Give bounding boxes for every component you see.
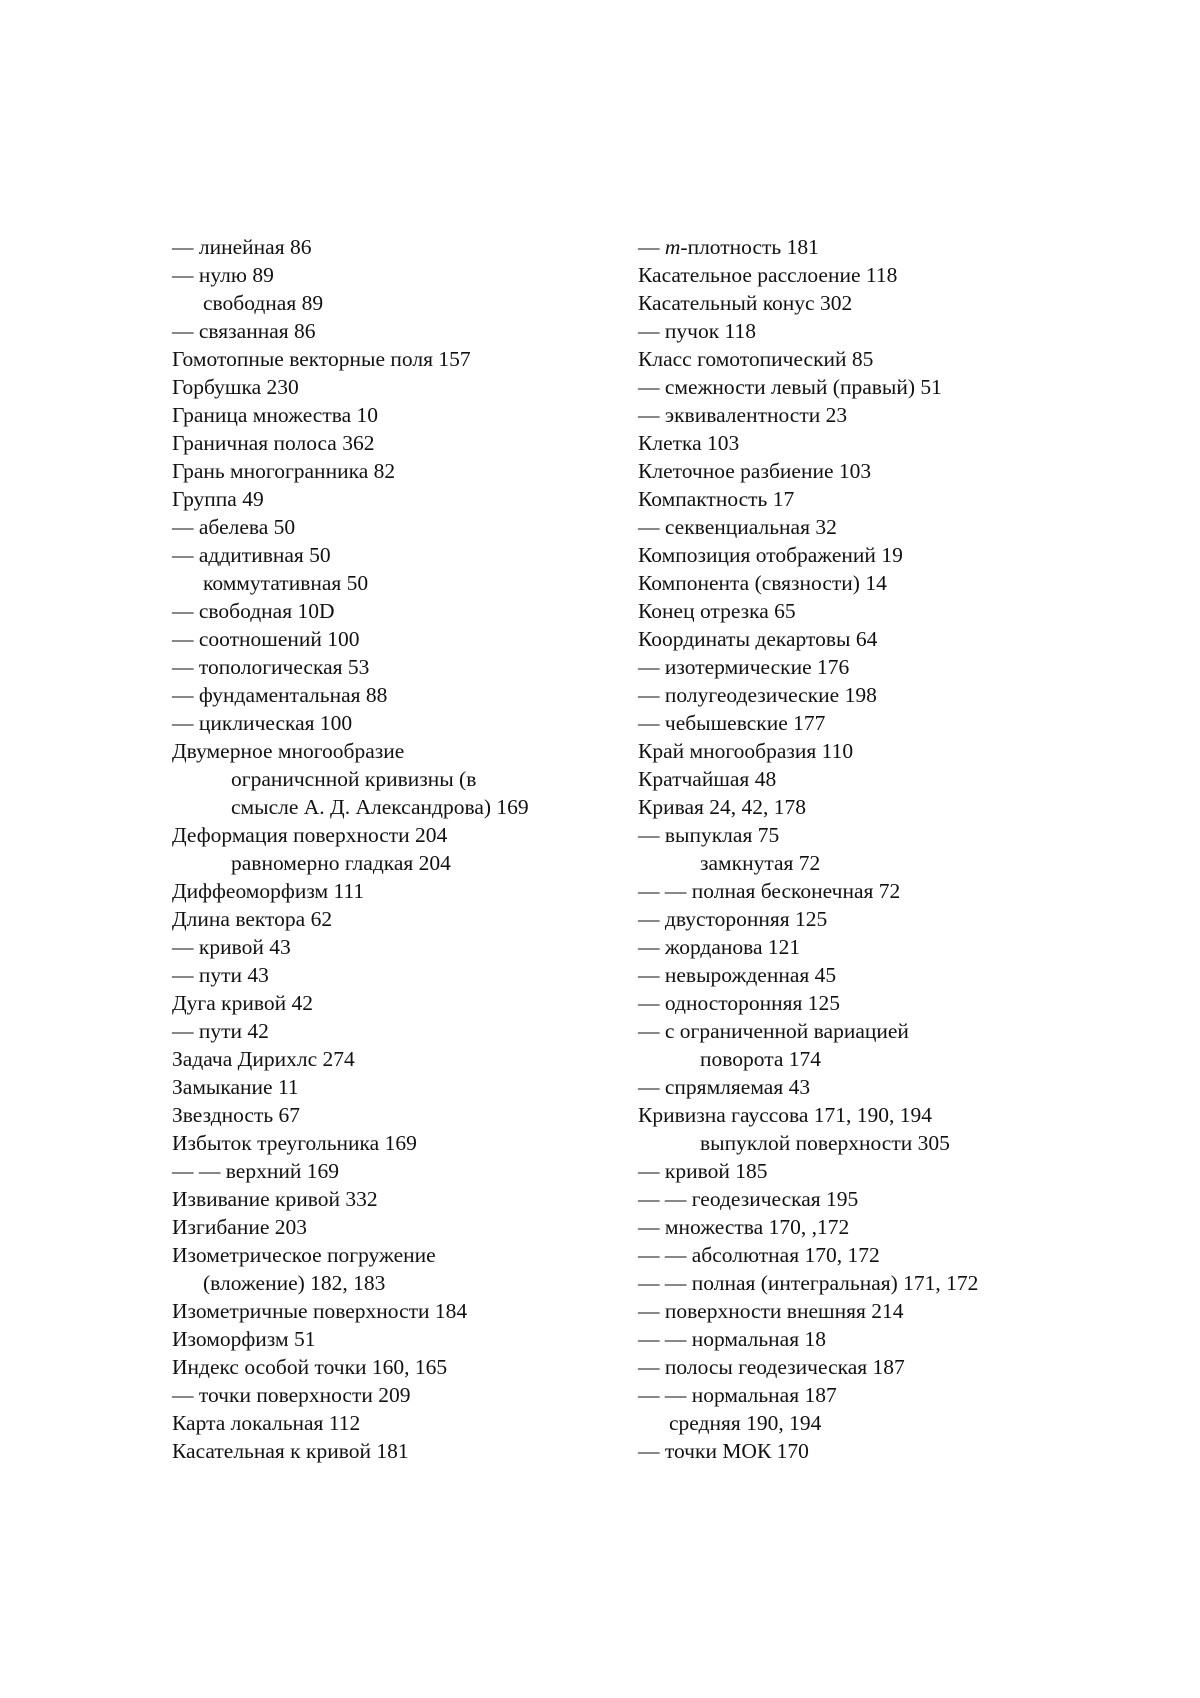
index-entry: Кратчайшая 48 [638,767,777,791]
index-entry: Двумерное многообразие [172,739,405,763]
index-entry: — чебышевские 177 [638,711,826,735]
index-entry: — эквивалентности 23 [638,403,848,427]
index-entry: — с ограниченной вариацией [638,1019,909,1043]
index-entry: — выпуклая 75 [638,823,780,847]
index-entry: — кривой 43 [172,935,291,959]
index-entry: — односторонняя 125 [638,991,841,1015]
index-entry: — изотермические 176 [638,655,850,679]
index-entry: Дуга кривой 42 [172,991,313,1015]
index-entry: Изометрическое погружение [172,1243,436,1267]
index-entry: Диффеоморфизм 111 [172,879,365,903]
index-entry: — циклическая 100 [172,711,353,735]
index-entry: Граница множества 10 [172,403,379,427]
index-entry: средняя 190, 194 [669,1411,822,1435]
index-entry: — пучок 118 [638,319,756,343]
index-column-left [172,233,612,1465]
index-entry: — точки поверхности 209 [172,1383,411,1407]
index-entry: — — геодезическая 195 [638,1187,859,1211]
index-entry: Карта локальная 112 [172,1411,361,1435]
index-entry: Длина вектора 62 [172,907,333,931]
index-entry: смысле А. Д. Александрова) 169 [231,795,529,819]
index-entry: Грань многогранника 82 [172,459,396,483]
index-entry: — — верхний 169 [172,1159,339,1183]
index-entry: Замыкание 11 [172,1075,299,1099]
index-entry: свободная 89 [203,291,324,315]
index-entry: Горбушка 230 [172,375,299,399]
index-entry: Касательная к кривой 181 [172,1439,409,1463]
index-entry: Группа 49 [172,487,264,511]
index-entry: — секвенциальная 32 [638,515,837,539]
index-entry: Извивание кривой 332 [172,1187,378,1211]
index-entry: — абелева 50 [172,515,296,539]
index-entry: Класс гомотопический 85 [638,347,874,371]
index-entry: Кривая 24, 42, 178 [638,795,807,819]
index-entry: Деформация поверхности 204 [172,823,448,847]
index-entry: ограничснной кривизны (в [231,767,477,791]
index-column-right [638,233,1088,1465]
index-entry: Изгибание 203 [172,1215,308,1239]
index-entry: коммутативная 50 [203,571,369,595]
index-entry: — смежности левый (правый) 51 [638,375,942,399]
index-entry: (вложение) 182, 183 [203,1271,386,1295]
index-entry: — — полная бесконечная 72 [638,879,901,903]
index-entry: Задача Дирихлс 274 [172,1047,355,1071]
index-entry: выпуклой поверхности 305 [700,1131,950,1155]
index-entry: — пути 42 [172,1019,269,1043]
index-entry: — невырожденная 45 [638,963,837,987]
index-entry: — множества 170, ,172 [638,1215,850,1239]
index-entry: Край многообразия 110 [638,739,854,763]
index-entry: — свободная 10D [172,599,335,623]
index-entry: — топологическая 53 [172,655,370,679]
index-entry: — m-плотность 181 [638,235,819,259]
index-entry: Изометричные поверхности 184 [172,1299,468,1323]
index-entry: поворота 174 [700,1047,822,1071]
index-entry: Компонента (связности) 14 [638,571,887,595]
index-entry: Индекс особой точки 160, 165 [172,1355,448,1379]
index-entry: Композиция отображений 19 [638,543,903,567]
index-entry: Гомотопные векторные поля 157 [172,347,471,371]
index-entry: — двусторонняя 125 [638,907,828,931]
index-entry: — соотношений 100 [172,627,360,651]
index-entry: — полосы геодезическая 187 [638,1355,905,1379]
index-entry: Звездность 67 [172,1103,301,1127]
index-entry: — нулю 89 [172,263,274,287]
index-entry: замкнутая 72 [700,851,821,875]
index-entry: Конец отрезка 65 [638,599,796,623]
index-entry: Координаты декартовы 64 [638,627,878,651]
index-entry: — — нормальная 187 [638,1383,837,1407]
index-entry: — пути 43 [172,963,269,987]
index-entry: Кривизна гауссова 171, 190, 194 [638,1103,933,1127]
index-entry: — кривой 185 [638,1159,768,1183]
index-entry: — точки МОК 170 [638,1439,809,1463]
index-entry: — жорданова 121 [638,935,801,959]
index-entry: — — полная (интегральная) 171, 172 [638,1271,979,1295]
index-entry: Граничная полоса 362 [172,431,375,455]
index-entry: Касательное расслоение 118 [638,263,898,287]
index-entry: — аддитивная 50 [172,543,331,567]
index-entry: — поверхности внешняя 214 [638,1299,904,1323]
index-entry: — линейная 86 [172,235,312,259]
index-entry: Компактность 17 [638,487,795,511]
index-entry: — полугеодезические 198 [638,683,877,707]
index-entry: — — нормальная 18 [638,1327,826,1351]
index-entry: равномерно гладкая 204 [231,851,451,875]
index-entry: Касательный конус 302 [638,291,853,315]
index-entry: Клеточное разбиение 103 [638,459,872,483]
index-entry: — связанная 86 [172,319,316,343]
index-entry: Избыток треугольника 169 [172,1131,417,1155]
index-entry: — — абсолютная 170, 172 [638,1243,880,1267]
index-entry: — спрямляемая 43 [638,1075,811,1099]
index-entry: — фундаментальная 88 [172,683,388,707]
index-entry: Изоморфизм 51 [172,1327,316,1351]
index-entry: Клетка 103 [638,431,740,455]
